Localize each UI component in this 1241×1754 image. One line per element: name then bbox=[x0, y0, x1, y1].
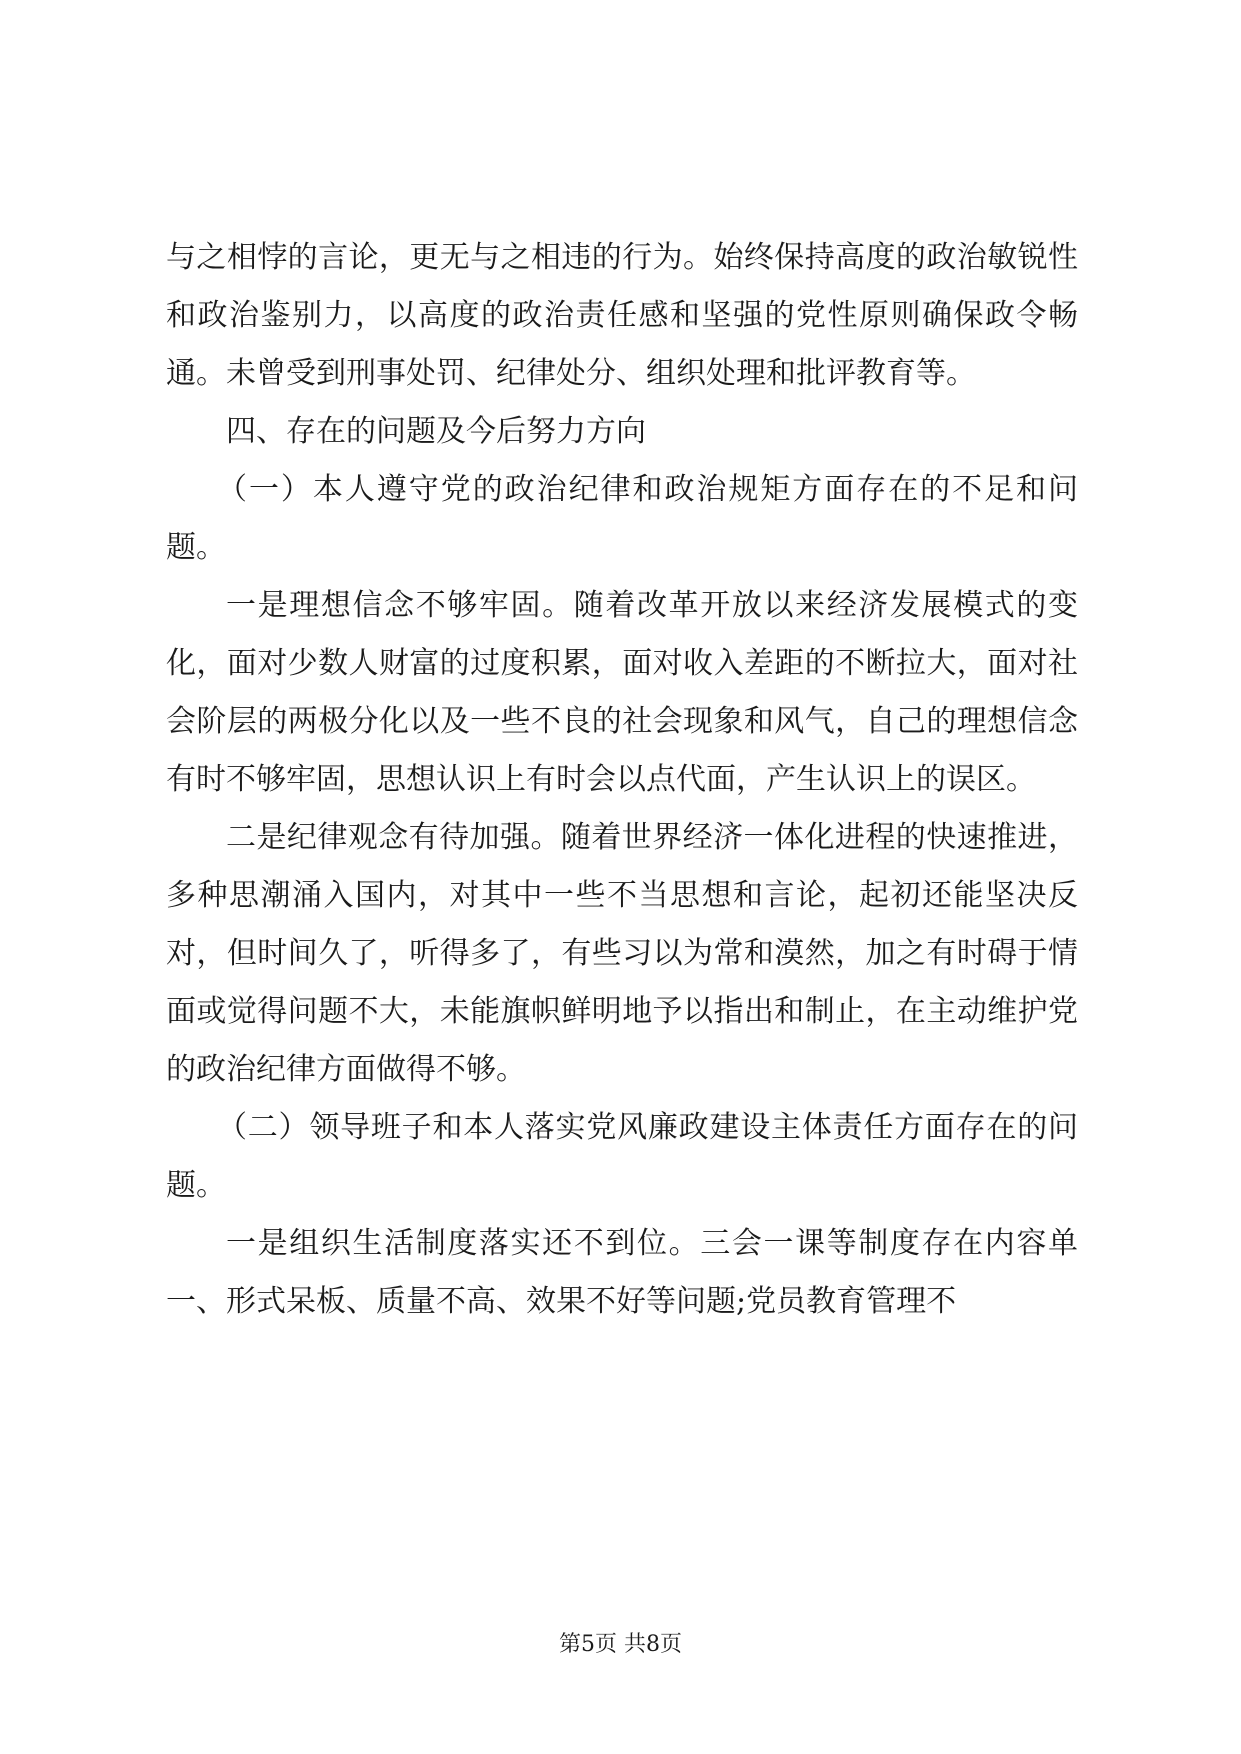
section-heading: 四、存在的问题及今后努力方向 bbox=[226, 414, 646, 449]
paragraph-organization: 一是组织生活制度落实还不到位。三会一课等制度存在内容单一、形式呆板、质量不高、效果不好等问题;党员教育管理不 bbox=[166, 1226, 1078, 1319]
paragraph-discipline: 二是纪律观念有待加强。随着世界经济一体化进程的快速推进，多种思潮涌入国内，对其中一些不当思想和言论，起初还能坚决反对，但时间久了，听得多了，有些习以为常和漠然，加之有时碍于情面或觉得问题不大，未能旗帜鲜明地予以指出和制止，在主动维护党的政治纪律方面做得不够。 bbox=[166, 820, 1078, 1087]
document-body bbox=[166, 229, 1078, 1331]
subsection-heading-2: （二）领导班子和本人落实党风廉政建设主体责任方面存在的问题。 bbox=[166, 1110, 1078, 1203]
paragraph-ideals: 一是理想信念不够牢固。随着改革开放以来经济发展模式的变化，面对少数人财富的过度积累，面对收入差距的不断拉大，面对社会阶层的两极分化以及一些不良的社会现象和风气，自己的理想信念有时不够牢固，思想认识上有时会以点代面，产生认识上的误区。 bbox=[166, 588, 1078, 797]
subsection-heading-1: （一）本人遵守党的政治纪律和政治规矩方面存在的不足和问题。 bbox=[166, 472, 1078, 565]
paragraph-continuation: 与之相悖的言论，更无与之相违的行为。始终保持高度的政治敏锐性和政治鉴别力，以高度的政治责任感和坚强的党性原则确保政令畅通。未曾受到刑事处罚、纪律处分、组织处理和批评教育等。 bbox=[166, 240, 1078, 391]
page-number-footer: 第5页 共8页 bbox=[559, 1632, 682, 1657]
